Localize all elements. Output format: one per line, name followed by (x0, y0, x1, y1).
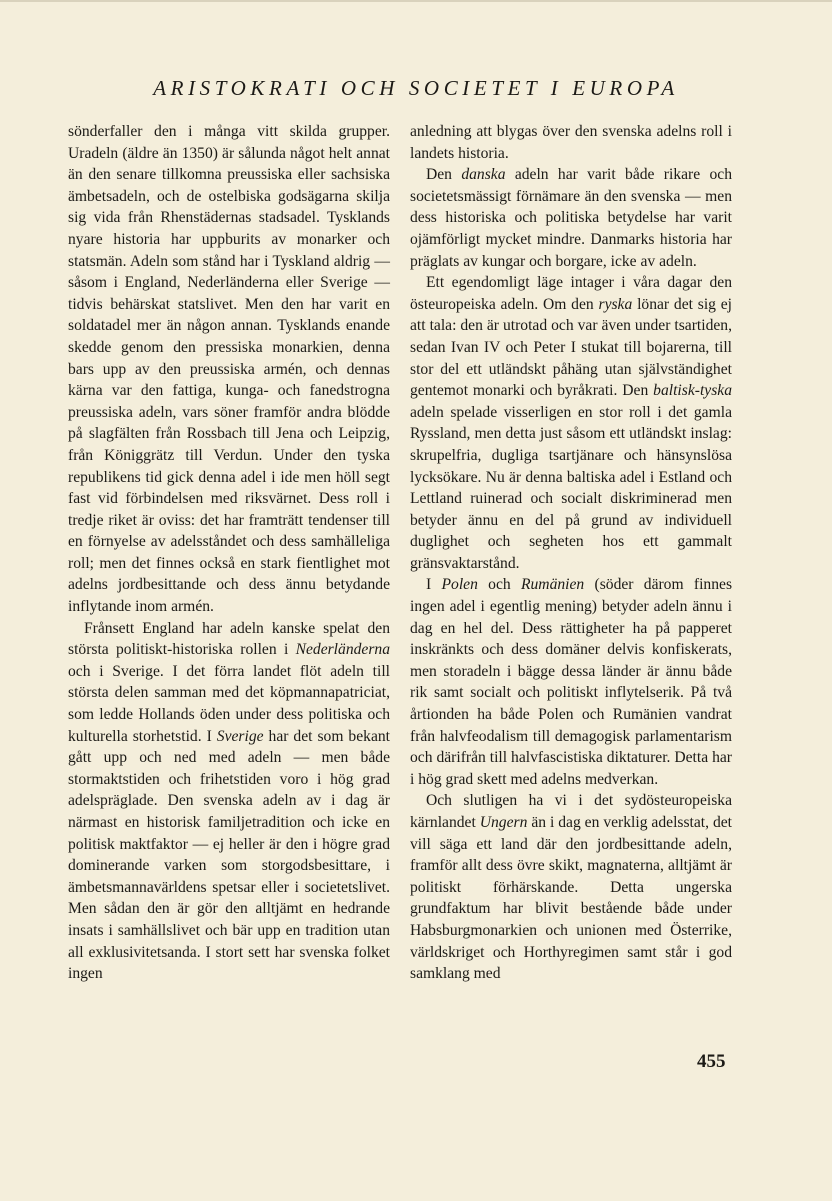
text-run: (söder därom finnes ingen adel i egentlig mening) betyder adeln ännu i dag en hel del. Dess rättigheter ha på papperet inskränkts och dess domäner delvis konfiskerats, men storadeln i bägge dessa länder är ännu både rik samt socialt och politiskt inflytelserik. På två årtionden ha både Polen och Rumänien vandrat från halvfeodalism till demagogisk parlamentarism och därifrån till halvfascistiska diktaturer. Detta har i hög grad skett med adelns medverkan. (410, 576, 733, 788)
emphasis: Ungern (479, 814, 528, 831)
page-top-edge (0, 0, 832, 2)
text-run: och (477, 576, 521, 594)
left-column (68, 121, 390, 985)
emphasis: Rumänien (520, 576, 585, 594)
text-run: lönar det sig ej att tala: den är utrotad och var även under tsartiden, sedan Ivan IV och Peter I stukat till bojarerna, till stor del ett utländskt påhäng utan självständighet gentemot monarki och byråkrati. Den (410, 295, 732, 400)
paragraph (410, 164, 732, 272)
emphasis: Nederländerna (295, 641, 390, 659)
text-run: Den (426, 166, 462, 184)
page-number: 455 (697, 1051, 726, 1072)
text-run: Och slutligen ha vi i det sydösteuropeiska kärnlandet (410, 792, 732, 831)
paragraph (68, 618, 390, 985)
text-run: adeln spelade visserligen en stor roll i det gamla Ryssland, men detta just såsom ett utländskt inslag: skrupelfria, dugliga tsartjänare och hänsynslösa lycksökare. Nu är denna baltiska adel i Estland och Lettland ruinerad och socialt diskriminerad men betyder ännu en del på grund av individuell duglighet och segheten hos ett gammalt gränsvaktarstånd. (410, 403, 732, 572)
emphasis: Sverige (216, 727, 264, 745)
paragraph: anledning att blygas över den svenska adelns roll i landets historia. (410, 123, 732, 162)
emphasis: ryska (598, 295, 633, 313)
emphasis: Polen (441, 576, 478, 594)
running-header: ARISTOKRATI OCH SOCIETET I EUROPA (153, 76, 679, 100)
text-run: har det som bekant gått upp och ned med adeln — men både stormaktstiden och frihetstiden voro i hög grad adelspräglade. Den svenska adeln av i dag är närmast en historisk familjetradition och icke en politisk maktfaktor — ej heller är den i högre grad dominerande varken som storgodsbesittare, i ämbetsmannavärldens spetsar eller i societetslivet. Men sådan den är gör den alltjämt en hedrande insats i samhällslivet och bär upp en tradition utan all exklusivitetsanda. I stort sett har svenska folket ingen (68, 727, 391, 983)
text-run: Frånsett England har adeln kanske spelat den största politiskt-historiska rollen i (68, 619, 390, 659)
paragraph (410, 272, 732, 574)
paragraph (410, 574, 732, 790)
emphasis: danska (461, 166, 506, 184)
text-run: I (426, 576, 442, 594)
text-run: adeln har varit både rikare och societetsmässigt förnämare än den svenska — men dess historiska och politiska betydelse har varit ojämförligt mycket mindre. Danmarks historia har präglats av kungar och borgare, icke av adeln. (410, 166, 732, 270)
emphasis: baltisk-tyska (653, 382, 732, 400)
text-run: än i dag en verklig adelsstat, det vill säga ett land där den jordbesittande adeln, framför allt dess övre skikt, magnaterna, alltjämt är politiskt förhärskande. Detta ungerska grundfaktum har blivit bestående både under Habsburgmonarkien och unionen med Österrike, världskriget och Horthyregimen samt står i god samklang med (410, 814, 732, 983)
paragraph (410, 790, 732, 984)
text-run: Ett egendomligt läge intager i våra dagar den östeuropeiska adeln. Om den (410, 274, 732, 313)
paragraph: sönderfaller den i många vitt skilda grupper. Uradeln (äldre än 1350) är sålunda något helt annat än den senare tillkomna preussiska eller sachsiska ämbetsadeln, och de ostelbiska godsägarna skilja sig vida från Rhenstädernas stadsadel. Tysklands nyare historia har uppburits av monarker och statsmän. Adeln som stånd har i Tyskland aldrig — såsom i England, Nederländerna eller Sverige — tidvis behärskat statslivet. Men den har varit en soldatadel mer än någon annan. Tysklands enande skedde genom den pressiska monarkien, denna bars upp av den preussiska armén, och dennas kärna var den fattiga, kunga- och fanedstrogna preussiska adeln, vars söner framför andra blödde på slagfälten från Rossbach till Jena och Leipzig, från Königgrätz till Verdun. Under den tyska republikens tid gick denna adel i ide men höll segt fast vid förbindelsen med riksvärnet. Dess roll i tredje riket är oviss: det har framträtt tendenser till en förnyelse av adelsståndet och dess samhälleliga roll; men det finnes också en stark fientlighet mot adelns jordbesittande och dess ännu betydande inflytande inom armén. (68, 123, 390, 616)
right-column (410, 121, 732, 985)
text-run: och i Sverige. I det förra landet flöt adeln till största delen samman med det köpmannapatriciat, som ledde Hollands öden under dess politiska och kulturella storhetstid. I (68, 662, 390, 745)
